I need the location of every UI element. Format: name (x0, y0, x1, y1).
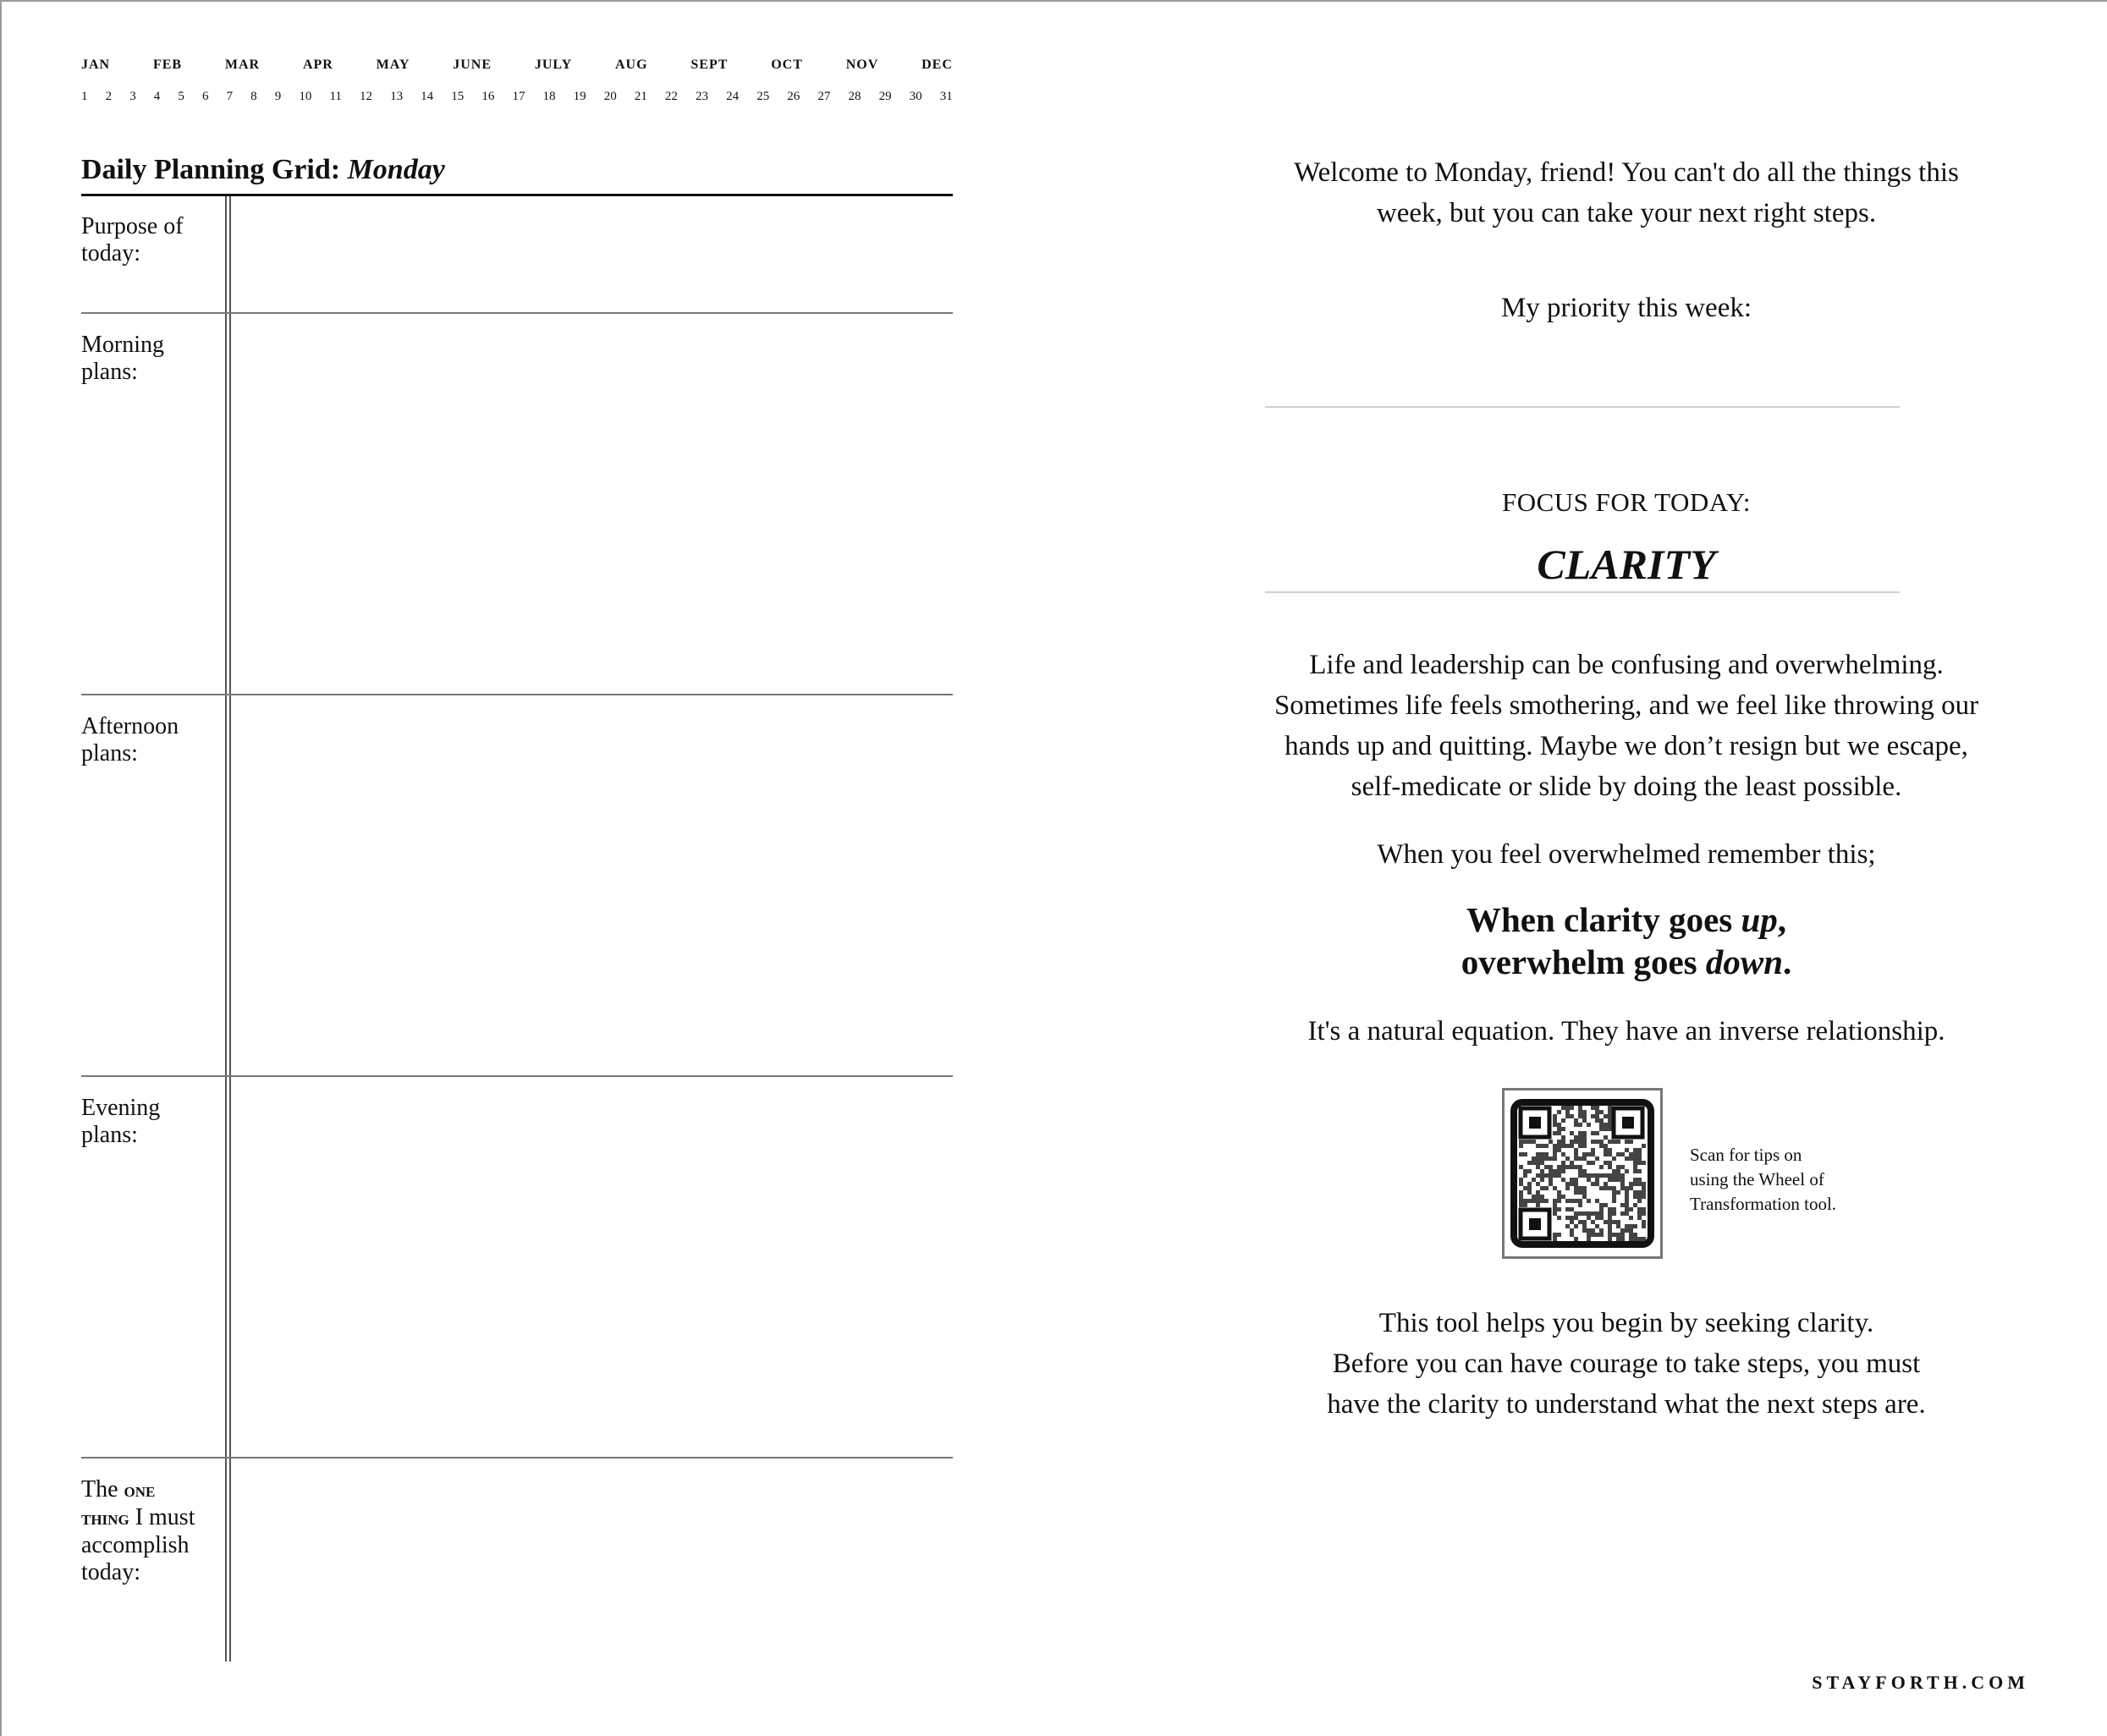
day-number: 26 (787, 90, 800, 103)
month-strip (81, 58, 953, 73)
grid-title (81, 154, 445, 186)
row-label-afternoon (81, 713, 225, 767)
day-number: 8 (250, 90, 257, 103)
equation-line (1203, 898, 2049, 941)
text-line: This tool helps you begin by seeking clarity. (1378, 1308, 1874, 1338)
remember-text: When you feel overwhelmed remember this; (1377, 839, 1876, 870)
grid-row-divider (81, 312, 953, 314)
day-number: 16 (481, 90, 495, 103)
label-line: today: (81, 1559, 140, 1585)
month-label: FEB (152, 58, 183, 72)
label-text: The (81, 1476, 124, 1503)
eq-text: When clarity goes (1466, 900, 1741, 939)
day-number: 22 (664, 90, 678, 103)
text-line: hands up and quitting. Maybe we don’t resign but we escape, (1285, 731, 1968, 761)
label-text: I must (129, 1504, 195, 1530)
label-line (81, 1476, 225, 1504)
priority-write-line (1265, 406, 1900, 408)
label-line: Morning (81, 332, 164, 358)
day-number: 17 (512, 90, 525, 103)
day-number: 27 (817, 90, 831, 103)
label-smallcaps: thing (81, 1508, 129, 1530)
equation-line (1203, 941, 2049, 983)
day-number: 28 (848, 90, 861, 103)
month-label: JULY (534, 58, 573, 72)
focus-word: CLARITY (1537, 541, 1716, 588)
eq-text: . (1783, 942, 1792, 981)
label-line: Afternoon (81, 713, 179, 739)
footer-brand[interactable]: STAYFORTH.COM (1812, 1672, 2029, 1693)
label-line: Evening (81, 1095, 161, 1121)
text-line: Transformation tool. (1690, 1194, 1837, 1214)
grid-vertical-line (229, 196, 231, 1662)
clarity-equation (1203, 898, 2049, 983)
text-line: self-medicate or slide by doing the least possible. (1351, 772, 1902, 802)
paragraph-overwhelm (1203, 645, 2049, 807)
day-number: 29 (878, 90, 892, 103)
day-number: 9 (274, 90, 282, 103)
welcome-text (1203, 152, 2049, 233)
day-number: 31 (939, 90, 953, 103)
text-line: using the Wheel of (1690, 1169, 1824, 1189)
grid-title-day: Monday (347, 154, 445, 185)
label-line: today: (81, 240, 140, 266)
day-strip (81, 90, 953, 104)
grid-vertical-line (225, 196, 227, 1662)
day-number: 7 (226, 90, 234, 103)
focus-rule (1265, 591, 1900, 593)
text-line: Before you can have courage to take steps, you must (1332, 1349, 1921, 1379)
label-line: plans: (81, 1122, 138, 1148)
day-number: 3 (129, 90, 136, 103)
month-label: JAN (81, 58, 111, 72)
month-label: MAY (376, 58, 410, 72)
month-label: MAR (224, 58, 261, 72)
day-number: 25 (756, 90, 770, 103)
day-number: 15 (451, 90, 465, 103)
day-number: 12 (359, 90, 372, 103)
grid-row-divider (81, 1457, 953, 1459)
priority-label: My priority this week: (1500, 293, 1752, 323)
grid-title-prefix: Daily Planning Grid: (81, 154, 348, 185)
day-number: 23 (696, 90, 709, 103)
qr-icon (1517, 1106, 1648, 1241)
grid-row-divider (81, 1075, 953, 1077)
grid-row-divider (81, 694, 953, 695)
month-label: NOV (845, 58, 879, 72)
text-line: have the clarity to understand what the next steps are. (1327, 1389, 1926, 1420)
day-number: 19 (573, 90, 586, 103)
day-number: 6 (201, 90, 209, 103)
day-number: 13 (390, 90, 404, 103)
month-label: SEPT (690, 58, 729, 72)
text-line: week, but you can take your next right steps. (1376, 198, 1877, 228)
label-line: plans: (81, 740, 138, 766)
row-label-one-thing (81, 1476, 225, 1586)
text-line: Life and leadership can be confusing and overwhelming. (1309, 650, 1944, 680)
month-label: JUNE (453, 58, 492, 72)
paragraph-clarity-tool (1203, 1303, 2049, 1425)
row-label-purpose (81, 213, 225, 267)
eq-emphasis: up (1741, 900, 1778, 939)
label-line: Purpose of (81, 213, 184, 239)
text-line: Sometimes life feels smothering, and we feel like throwing our (1274, 690, 1979, 721)
label-line (81, 1504, 225, 1532)
day-number: 18 (542, 90, 556, 103)
day-number: 30 (909, 90, 922, 103)
text-line: Scan for tips on (1690, 1145, 1802, 1165)
month-label: DEC (921, 58, 953, 72)
day-number: 20 (603, 90, 617, 103)
label-line: accomplish (81, 1532, 190, 1558)
day-number: 24 (726, 90, 740, 103)
label-smallcaps: one (124, 1480, 156, 1502)
month-label: APR (302, 58, 333, 72)
eq-text: , (1777, 900, 1787, 939)
qr-code[interactable] (1502, 1088, 1663, 1259)
day-number: 14 (421, 90, 434, 103)
month-label: OCT (771, 58, 803, 72)
title-rule (81, 194, 953, 196)
text-line: Welcome to Monday, friend! You can't do all the things this (1294, 157, 1959, 188)
month-label: AUG (614, 58, 648, 72)
day-number: 21 (634, 90, 647, 103)
day-number: 11 (329, 90, 342, 103)
focus-label: FOCUS FOR TODAY: (1501, 487, 1752, 517)
day-number: 2 (105, 90, 113, 103)
day-number: 1 (81, 90, 88, 103)
eq-emphasis: down (1705, 942, 1784, 981)
eq-text: overwhelm goes (1461, 942, 1706, 981)
qr-code-pattern (1510, 1099, 1654, 1248)
row-label-morning (81, 332, 225, 386)
natural-equation-text: It's a natural equation. They have an inverse relationship. (1307, 1016, 1945, 1047)
day-number: 4 (153, 90, 161, 103)
label-line: plans: (81, 359, 138, 385)
qr-caption (1690, 1143, 1884, 1217)
row-label-evening (81, 1095, 225, 1149)
day-number: 10 (299, 90, 312, 103)
day-number: 5 (178, 90, 184, 103)
